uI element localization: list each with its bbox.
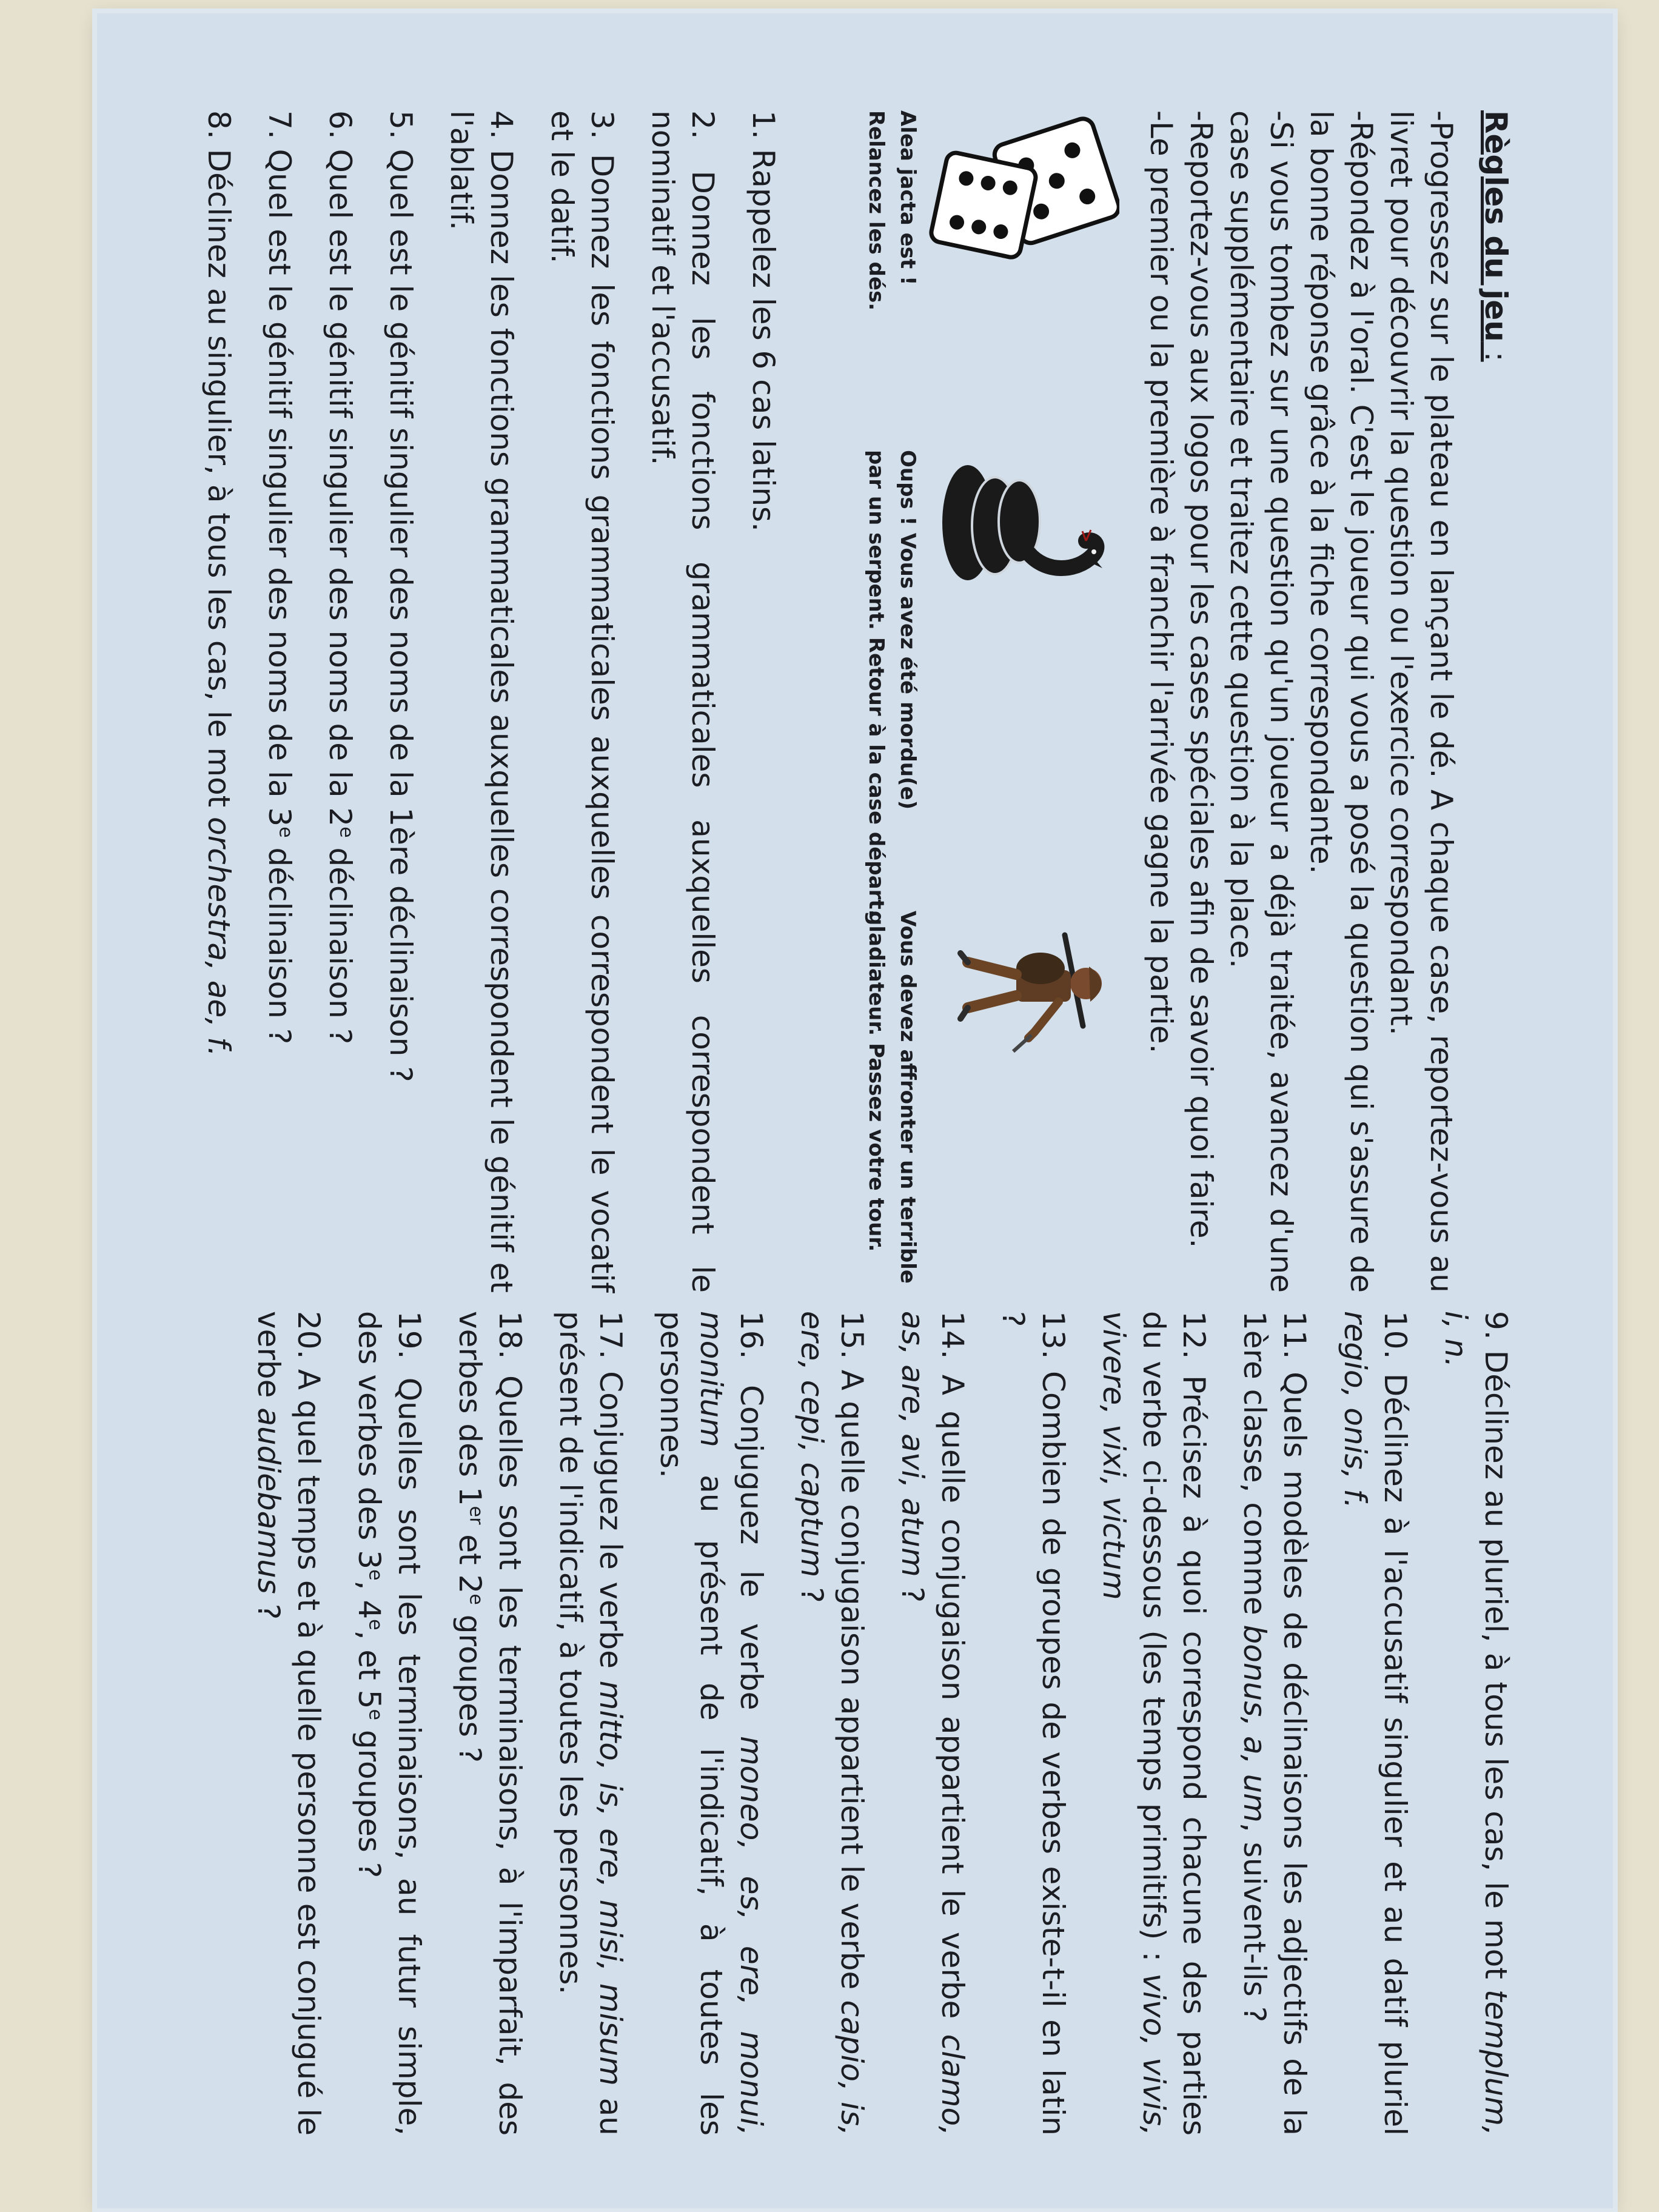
rule-4: -Reportez-vous aux logos pour les cases spéciales afin de savoir quoi faire. — [1184, 110, 1219, 1248]
question-17: 17. Conjuguez le verbe mitto, is, ere, misi, misum au présent de l'indicatif, à toutes les personnes. — [553, 1311, 628, 2136]
rule-3: -Si vous tombez sur une question qu'un joueur a déjà traitée, avancez d'une case supplémentaire et traitez cette question à la place. — [1224, 110, 1299, 1293]
question-15: 15. A quelle conjugaison appartient le verbe capio, is, ere, cepi, captum ? — [794, 1311, 870, 2136]
question-1: 1. Rappelez les 6 cas latins. — [746, 110, 781, 532]
snake-caption-2: par un serpent. Retour à la case départ. — [864, 450, 888, 917]
question-2: 2. Donnez les fonctions grammaticales auxquelles correspondent le nominatif et l'accusatif. — [645, 110, 720, 1293]
right-column — [249, 1311, 1516, 2136]
dice-caption-1: Alea jacta est ! — [896, 110, 920, 286]
dice-square — [862, 110, 1119, 365]
question-18: 18. Quelles sont les terminaisons, à l'imparfait, des verbes des 1er et 2e groupes ? — [452, 1311, 528, 2136]
gladiator-caption-2: gladiateur. Passez votre tour. — [864, 911, 888, 1252]
snake-icon — [925, 450, 1119, 608]
question-6: 6. Quel est le génitif singulier des noms de la 2e déclinaison ? — [323, 110, 358, 1045]
question-10: 10. Déclinez à l'accusatif singulier et au datif pluriel regio, onis, f. — [1338, 1311, 1413, 2136]
left-column — [199, 110, 1516, 1293]
gladiator-icon — [925, 911, 1119, 1056]
laminated-sheet — [97, 13, 1613, 2208]
question-11: 11. Quels modèles de déclinaisons les adjectifs de la 1ère classe, comme bonus, a, um, suivent-ils ? — [1237, 1311, 1312, 2136]
question-8: 8. Déclinez au singulier, à tous les cas, le mot orchestra, ae, f. — [201, 110, 236, 1057]
special-squares — [804, 110, 1119, 1293]
rule-5: -Le premier ou la première à franchir l'arrivée gagne la partie. — [1144, 110, 1179, 1054]
question-19: 19. Quelles sont les terminaisons, au futur simple, des verbes des 3e, 4e, et 5e groupes ? — [352, 1311, 427, 2136]
dice-icon — [925, 110, 1119, 268]
snake-square — [862, 450, 1119, 947]
gladiator-square — [862, 911, 1119, 1311]
question-14: 14. A quelle conjugaison appartient le verbe clamo, as, are, avi, atum ? — [895, 1311, 970, 2136]
gladiator-caption-1: Vous devez affronter un terrible — [896, 911, 920, 1284]
rules-title: Règles du jeu : — [1478, 110, 1513, 362]
question-13: 13. Combien de groupes de verbes existe-t-il en latin ? — [996, 1311, 1071, 2136]
rule-2: -Répondez à l'oral. C'est le joueur qui vous a posé la question qui s'assure de la bonne réponse grâce à la fiche correspondante. — [1304, 110, 1379, 1293]
snake-caption-1: Oups ! Vous avez été mordu(e) — [896, 450, 920, 810]
question-16: 16. Conjuguez le verbe moneo, es, ere, monui, monitum au présent de l'indicatif, à toutes les personnes. — [654, 1311, 769, 2136]
question-20: 20. A quel temps et à quelle personne est conjugué le verbe audiebamus ? — [251, 1311, 326, 2136]
question-3: 3. Donnez les fonctions grammaticales auxquelles correspondent le vocatif et le datif. — [545, 110, 620, 1293]
question-9: 9. Déclinez au pluriel, à tous les cas, le mot templum, i, n. — [1438, 1311, 1513, 2136]
rules-page — [97, 13, 1613, 2208]
question-12: 12. Précisez à quoi correspond chacune des parties du verbe ci-dessous (les temps primitifs) : vivo, vivis, vivere, vixi, victum — [1096, 1311, 1212, 2136]
dice-caption-2: Relancez les dés. — [864, 110, 888, 311]
question-7: 7. Quel est le génitif singulier des noms de la 3e déclinaison ? — [262, 110, 297, 1045]
rule-1: -Progressez sur le plateau en lançant le dé. A chaque case, reportez-vous au livret pour découvrir la question ou l'exercice correspondant. — [1384, 110, 1459, 1293]
question-5: 5. Quel est le génitif singulier des noms de la 1ère déclinaison ? — [383, 110, 418, 1082]
question-4: 4. Donnez les fonctions grammaticales auxquelles correspondent le génitif et l'ablatif. — [444, 110, 519, 1293]
